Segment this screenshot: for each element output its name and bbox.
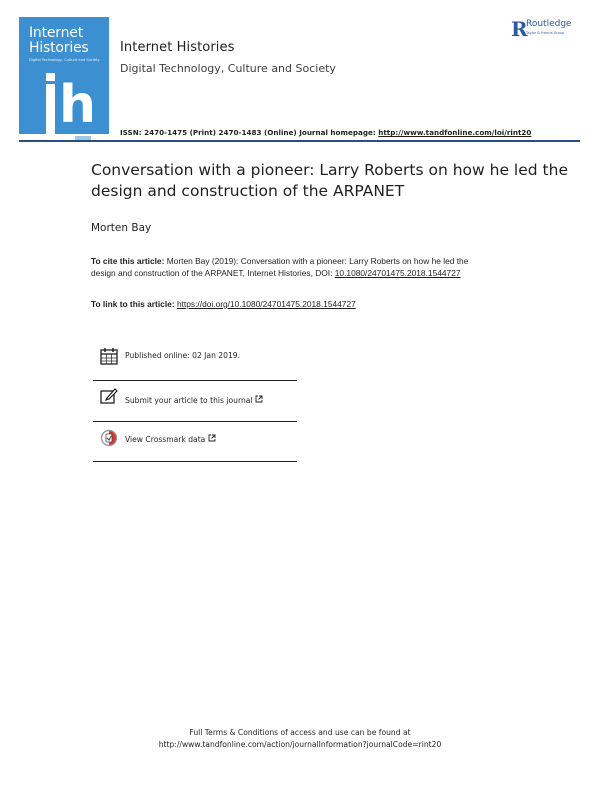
publisher-name: Routledge xyxy=(526,19,572,29)
terms-line: Full Terms & Conditions of access and use can be found at xyxy=(189,728,411,737)
edit-icon xyxy=(100,387,118,405)
citation-block xyxy=(91,256,481,279)
doi-link[interactable]: 10.1080/24701475.2018.1544727 xyxy=(334,267,461,278)
crossmark-link[interactable] xyxy=(125,434,216,444)
terms-url[interactable]: http://www.tandfonline.com/action/journalInformation?journalCode=rint20 xyxy=(158,739,442,749)
citation-text: Morten Bay (2019): Conversation with a pioneer: Larry Roberts on how he led the design and construction of the ARPANET, Internet Histories, DOI: xyxy=(91,256,469,278)
published-row xyxy=(93,347,297,389)
external-link-icon xyxy=(255,395,263,403)
submit-article-text: Submit your article to this journal xyxy=(125,396,253,405)
article-author: Morten Bay xyxy=(91,222,152,234)
divider xyxy=(93,461,297,462)
published-date-text: Published online: 02 Jan 2019. xyxy=(125,351,241,360)
routledge-r-icon: R xyxy=(511,17,528,41)
crossmark-row[interactable] xyxy=(93,429,297,471)
external-link-icon xyxy=(208,434,216,442)
issn-line xyxy=(120,128,531,137)
article-link-line xyxy=(91,299,356,309)
terms-footer xyxy=(0,727,600,751)
divider xyxy=(93,421,297,422)
publisher-tagline: Taylor & Francis Group xyxy=(526,31,565,35)
crossmark-text: View Crossmark data xyxy=(125,435,206,444)
journal-subtitle: Digital Technology, Culture and Society xyxy=(120,62,336,75)
article-title: Conversation with a pioneer: Larry Roberts on how he led the design and construction of the ARPANET xyxy=(91,161,568,200)
journal-homepage-link[interactable]: http://www.tandfonline.com/loi/rint20 xyxy=(378,128,532,137)
header-divider xyxy=(19,140,580,142)
crossmark-icon xyxy=(100,429,118,447)
cover-subtitle: Digital Technology, Culture and Society xyxy=(29,58,100,62)
issn-text: ISSN: 2470-1475 (Print) 2470-1483 (Online) Journal homepage: xyxy=(120,128,379,137)
cover-monogram-h: h xyxy=(59,75,97,135)
cover-title-line2: Histories xyxy=(29,40,89,56)
divider xyxy=(93,380,297,381)
publisher-logo xyxy=(511,18,591,44)
article-doi-url[interactable]: https://doi.org/10.1080/24701475.2018.1544727 xyxy=(176,299,356,309)
citation-label: To cite this article: xyxy=(91,256,165,266)
cover-monogram-i xyxy=(46,84,55,136)
cover-monogram-dot xyxy=(46,73,55,81)
submit-article-link[interactable] xyxy=(125,395,263,405)
calendar-icon xyxy=(100,347,118,365)
journal-cover-image xyxy=(19,17,109,134)
journal-name: Internet Histories xyxy=(120,40,235,55)
cover-title-line1: Internet xyxy=(29,25,83,41)
link-label: To link to this article: xyxy=(91,299,177,309)
submit-article-row[interactable] xyxy=(93,387,297,429)
